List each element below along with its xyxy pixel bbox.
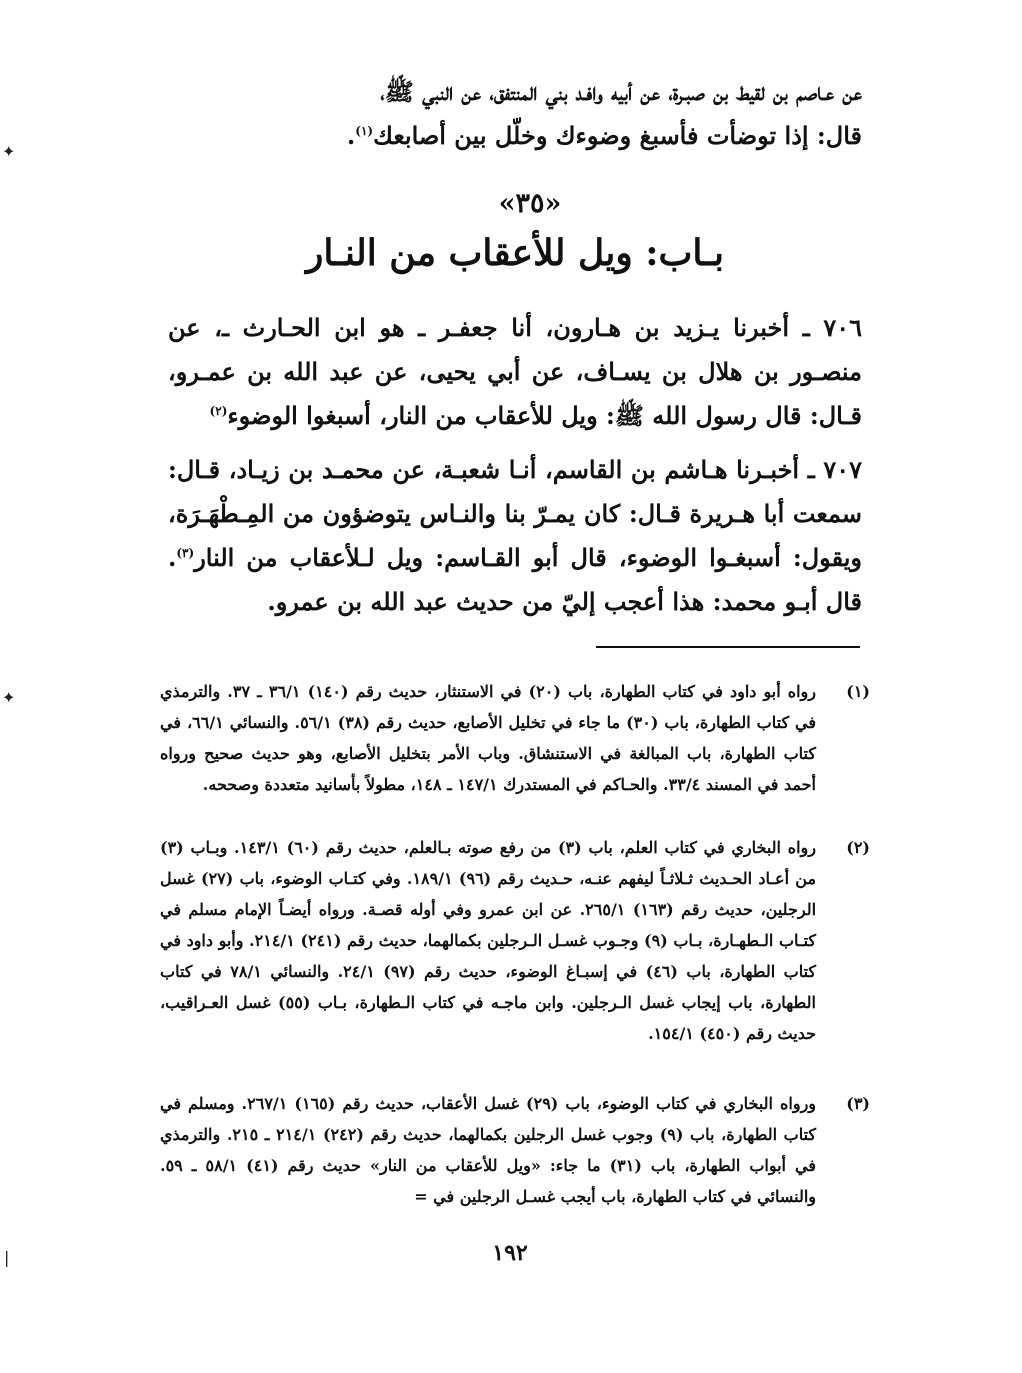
footnote-2-marker: (٢) <box>846 838 870 857</box>
footnote-3 <box>160 1088 870 1212</box>
footnote-3-marker: (٣) <box>846 1094 870 1113</box>
footnote-1-marker: (١) <box>846 682 870 701</box>
footnote-ref-1: (١) <box>355 124 374 138</box>
scan-edge-mark: ✦ <box>2 688 16 707</box>
intro-line-2-end: . <box>346 121 356 150</box>
chapter-number: «٣٥» <box>498 188 562 219</box>
hadith-707-text-a: أخبـرنا هـاشم بن القاسم، أنـا شعبـة، عن محمـد بن زيـاد، قـال: سمعت أبا هـريرة قـال: كان يمـرّ بنا والنـاس يتوضؤون من المِـطْهَـرَة، ويقول: أسبغـوا الوضوء، قال أبو القـاسم: ويل لـلأعقاب من النار <box>168 455 862 572</box>
footnote-ref-3: (٣) <box>176 546 195 560</box>
chapter-title: بـاب: ويل للأعقاب من النـار <box>306 232 724 274</box>
hadith-707-text-b: . قال أبـو محمد: هذا أعجب إليّ من حديث عبد الله بن عمرو. <box>168 543 862 616</box>
footnotes <box>160 0 870 1373</box>
page-number: ١٩٢ <box>492 1240 528 1266</box>
scan-edge-mark: ✦ <box>2 142 16 161</box>
intro-line-1: عن عـاصم بن لقيط بن صبـرة، عن أبيه وافـد بني المنتفق، عن النبي ﷺ، <box>380 77 862 106</box>
footnote-2 <box>160 832 870 1049</box>
hadith-706-text: أخبرنا يـزيد بن هـارون، أنا جعفـر ـ هو ابن الحـارث ـ، عن منصـور بن هلال بن يسـاف، عن أبي يحيى، عن عبد الله بن عمـرو، قـال: قال رسول الله ﷺ: ويل للأعقاب من النار، أسبغوا الوضوء <box>168 313 862 430</box>
footnote-2-text: رواه البخاري في كتاب العلم، باب (٣) من رفع صوته بـالعلم، حديث رقم (٦٠) ١٤٣/١. وبـاب (٣) من أعـاد الحـديث ثـلاثـاً ليفهم عنـه، حـديث رقم (٩٦) ١٨٩/١. وفي كتـاب الوضوء، باب (٢٧) غسل الرجلين، حديث رقم (١٦٣) ٢٦٥/١. عن ابن عمرو وفي أوله قصـة. ورواه أيضـاً الإمام مسلم في كتـاب الـطهـارة، بـاب (٩) وجـوب غسـل الـرجلين بكمالهما، حديث رقم (٢٤١) ٢١٤/١. وأبو داود في كتاب الطهارة، باب (٤٦) في إسبـاغ الوضوء، حديث رقم (٩٧) ٢٤/١. والنسائي ٧٨/١ في كتاب الطهارة، باب إيجاب غسل الـرجلين. وابن ماجـه في كتاب الـطهارة، بـاب (٥٥) غسل العـراقيب، حديث رقم (٤٥٠) ١٥٤/١. <box>160 838 817 1043</box>
scan-edge-mark: ❘ <box>0 1248 14 1267</box>
footnote-ref-2: (٢) <box>209 404 228 418</box>
footnote-1 <box>160 676 870 800</box>
hadith-707-number: ٧٠٧ ـ <box>807 455 863 484</box>
footnote-3-text: ورواه البخاري في كتاب الوضوء، باب (٢٩) غسل الأعقاب، حديث رقم (١٦٥) ٢٦٧/١. ومسلم في كتاب الطهارة، باب (٩) وجوب غسل الرجلين بكمالهما، حديث رقم (٢٤٢) ٢١٤/١ ـ ٢١٥. والترمذي في أبواب الطهارة، باب (٣١) ما جاء: «ويل للأعقاب من النار» حديث رقم (٤١) ٥٨/١ ـ ٥٩. والنسائي في كتاب الطهارة، باب أيجب غسـل الرجلين في = <box>160 1094 817 1206</box>
intro-line-2-text: قال: إذا توضأت فأسبغ وضوءك وخلّل بين أصابعك <box>373 121 862 150</box>
footnote-1-text: رواه أبو داود في كتاب الطهارة، باب (٢٠) في الاستنثار، حديث رقم (١٤٠) ٣٦/١ ـ ٣٧. والترمذي في كتاب الطهارة، باب (٣٠) ما جاء في تخليل الأصابع، حديث رقم (٣٨) ٥٦/١. والنسائي ٦٦/١، في كتاب الطهارة، باب المبالغة في الاستنشاق. وباب الأمر بتخليل الأصابع، وهو حديث صحيح ورواه أحمد في المسند ٣٣/٤. والحـاكم في المستدرك ١٤٧/١ ـ ١٤٨، مطولاً بأسانيد متعددة وصححه. <box>160 682 817 794</box>
hadith-706-number: ٧٠٦ ـ <box>802 313 863 342</box>
